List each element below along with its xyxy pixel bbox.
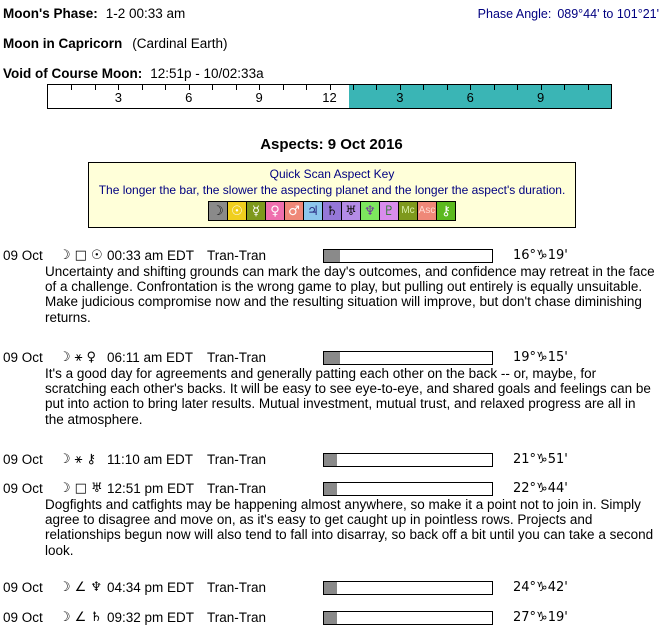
timeline-hour-tick: [142, 85, 143, 90]
aspect-position: 16°♑19': [513, 248, 568, 263]
moon-key-cell: [208, 201, 228, 221]
sextile-aspect-icon: ⚹: [74, 350, 83, 365]
sun-icon: ☉: [231, 203, 243, 219]
aspect-duration-bar: [323, 453, 493, 467]
aspect-glyphs: [59, 350, 96, 365]
timeline-hour-tick: [494, 85, 495, 90]
ascendant-key-cell: [417, 201, 437, 221]
aspect-glyphs: [59, 481, 103, 496]
moon-icon: ☽: [59, 350, 71, 365]
chiron-icon: ⚷: [86, 452, 96, 467]
aspect-duration-bar-fill: [324, 483, 337, 495]
mercury-icon: ☿: [252, 203, 260, 219]
midheaven-key-cell: [398, 201, 418, 221]
neptune-key-cell: [360, 201, 380, 221]
aspect-duration-bar-fill: [324, 582, 337, 594]
neptune-icon: ♆: [90, 580, 102, 595]
aspect-duration-bar-fill: [324, 454, 337, 466]
aspect-duration-bar: [323, 611, 493, 625]
timeline-hour-tick: [588, 85, 589, 90]
moons-phase-label: Moon's Phase:: [3, 6, 98, 21]
phase-angle-label: Phase Angle:: [477, 7, 552, 21]
moon-sign-label: Moon in Capricorn: [3, 36, 123, 51]
aspect-time: 04:34 pm EDT: [107, 580, 195, 595]
timeline-hour-tick: [283, 85, 284, 90]
timeline-hour-tick: [564, 85, 565, 90]
aspect-row: [0, 350, 663, 367]
timeline-hour-label: 9: [255, 90, 263, 105]
aspect-position: 21°♑51': [513, 452, 568, 467]
aspect-date: 09 Oct: [3, 610, 43, 625]
timeline-hour-tick: [423, 85, 424, 90]
timeline-hour-tick: [71, 85, 72, 90]
void-of-course-value: 12:51p - 10/02:33a: [150, 66, 264, 81]
uranus-icon: ♅: [90, 481, 103, 496]
aspect-position: 24°♑42': [513, 580, 568, 595]
aspect-glyphs: [59, 610, 102, 625]
quick-scan-aspect-key: [88, 162, 576, 228]
timeline-hour-tick: [212, 85, 213, 90]
aspect-time: 11:10 am EDT: [107, 452, 194, 467]
timeline-hour-tick: [95, 85, 96, 90]
aspect-type: Tran-Tran: [207, 610, 267, 625]
ascendant-icon: Asc: [418, 205, 436, 216]
moon-icon: ☽: [59, 248, 71, 263]
midheaven-icon: Mc: [401, 205, 415, 216]
phase-angle-value: 089°44' to 101°21': [557, 7, 659, 21]
timeline-hour-label: 6: [466, 90, 474, 105]
timeline-hour-label: 6: [185, 90, 193, 105]
semi-square-aspect-icon: ∠: [74, 610, 87, 625]
jupiter-icon: ♃: [307, 203, 319, 219]
voc-active-period-fill: [349, 85, 611, 108]
chiron-key-cell: [436, 201, 456, 221]
aspects-title: Aspects: 9 Oct 2016: [260, 136, 403, 153]
aspect-time: 12:51 pm EDT: [107, 481, 195, 496]
aspect-description: It's a good day for agreements and generally patting each other on the back -- or, maybe, for scratching each other's backs. It will be easy to see eye-to-eye, and shared goals and feelings can be put into action to bring later results. Mutual investment, mutual trust, and relaxed progress are all in the atmosphere.: [45, 366, 651, 427]
aspect-description: Uncertainty and shifting grounds can mark the day's outcomes, and confidence may retreat in the face of a challenge. Confrontation is the wrong game to play, but pulling out entirely is equally unsuitable. Make judicious compromise now and the resulting situation will improve, but don't chase diminishing returns.: [45, 264, 655, 325]
aspect-date: 09 Oct: [3, 248, 43, 263]
moons-phase-value: 1-2 00:33 am: [105, 6, 186, 21]
aspect-glyphs: [59, 452, 96, 467]
aspect-date: 09 Oct: [3, 350, 43, 365]
void-of-course-timeline: [47, 84, 612, 109]
aspect-glyphs: [59, 248, 103, 263]
aspect-glyphs: [59, 580, 102, 595]
aspect-duration-bar-fill: [324, 250, 340, 262]
moon-icon: ☽: [59, 481, 71, 496]
moon-icon: ☽: [59, 610, 71, 625]
timeline-hour-tick: [447, 85, 448, 90]
moon-icon: ☽: [59, 580, 71, 595]
uranus-key-cell: [341, 201, 361, 221]
pluto-icon: ♇: [383, 203, 395, 219]
timeline-hour-tick: [306, 85, 307, 90]
aspect-time: 09:32 pm EDT: [107, 610, 195, 625]
moon-icon: ☽: [59, 452, 71, 467]
moons-phase-row: [3, 6, 185, 21]
aspect-key-title: Quick Scan Aspect Key: [269, 167, 395, 181]
venus-icon: ♀: [270, 203, 280, 219]
sun-icon: ☉: [90, 248, 103, 263]
mars-key-cell: [284, 201, 304, 221]
timeline-hour-label: 3: [396, 90, 404, 105]
venus-icon: ♀: [86, 350, 96, 365]
chiron-icon: ⚷: [441, 203, 451, 219]
planet-key-row: [89, 201, 575, 221]
timeline-hour-tick: [165, 85, 166, 90]
aspect-type: Tran-Tran: [207, 248, 267, 263]
saturn-key-cell: [322, 201, 342, 221]
jupiter-key-cell: [303, 201, 323, 221]
aspect-row: [0, 481, 663, 498]
saturn-icon: ♄: [90, 610, 102, 625]
aspect-duration-bar: [323, 351, 493, 365]
aspect-row: [0, 248, 663, 265]
uranus-icon: ♅: [345, 203, 357, 219]
void-of-course-row: [3, 66, 264, 81]
aspect-position: 27°♑19': [513, 610, 568, 625]
aspect-date: 09 Oct: [3, 452, 43, 467]
timeline-hour-tick: [353, 85, 354, 90]
venus-key-cell: [265, 201, 285, 221]
moon-sign-row: [3, 36, 228, 51]
aspect-description: Dogfights and catfights may be happening almost anywhere, so make it a point not to join in. Simply agree to disagree and move on, as it's easy to get caught up in pointless rows. Projects and relationships begun now will also tend to fall into disarray, so back off a bit until you can take a second look.: [45, 497, 654, 558]
aspect-row: [0, 610, 663, 627]
aspect-row: [0, 580, 663, 597]
timeline-hour-tick: [236, 85, 237, 90]
pluto-key-cell: [379, 201, 399, 221]
saturn-icon: ♄: [326, 203, 338, 219]
aspect-duration-bar: [323, 249, 493, 263]
timeline-hour-tick: [517, 85, 518, 90]
timeline-hour-label: 3: [114, 90, 122, 105]
aspect-key-subtitle: The longer the bar, the slower the aspecting planet and the longer the aspect's duration.: [98, 183, 566, 197]
aspect-date: 09 Oct: [3, 580, 43, 595]
semi-square-aspect-icon: ∠: [74, 580, 87, 595]
sextile-aspect-icon: ⚹: [74, 452, 83, 467]
aspect-position: 19°♑15': [513, 350, 568, 365]
aspect-duration-bar-fill: [324, 612, 337, 624]
square-aspect-icon: □: [74, 248, 87, 263]
moon-icon: ☽: [212, 203, 224, 219]
void-of-course-label: Void of Course Moon:: [3, 66, 143, 81]
square-aspect-icon: □: [74, 481, 87, 496]
timeline-hour-label: 12: [322, 90, 337, 105]
timeline-hour-label: 9: [537, 90, 545, 105]
aspect-date: 09 Oct: [3, 481, 43, 496]
mars-icon: ♂: [288, 203, 300, 219]
timeline-hour-tick: [376, 85, 377, 90]
aspect-type: Tran-Tran: [207, 481, 267, 496]
aspect-duration-bar: [323, 482, 493, 496]
aspect-duration-bar-fill: [324, 352, 340, 364]
sun-key-cell: [227, 201, 247, 221]
moon-sign-note: (Cardinal Earth): [132, 36, 228, 51]
mercury-key-cell: [246, 201, 266, 221]
phase-angle: [478, 7, 659, 21]
aspect-type: Tran-Tran: [207, 580, 267, 595]
aspect-time: 00:33 am EDT: [107, 248, 195, 263]
aspect-position: 22°♑44': [513, 481, 568, 496]
aspect-type: Tran-Tran: [207, 350, 267, 365]
aspect-time: 06:11 am EDT: [107, 350, 194, 365]
aspect-row: [0, 452, 663, 469]
aspect-type: Tran-Tran: [207, 452, 267, 467]
neptune-icon: ♆: [364, 203, 376, 219]
aspect-duration-bar: [323, 581, 493, 595]
